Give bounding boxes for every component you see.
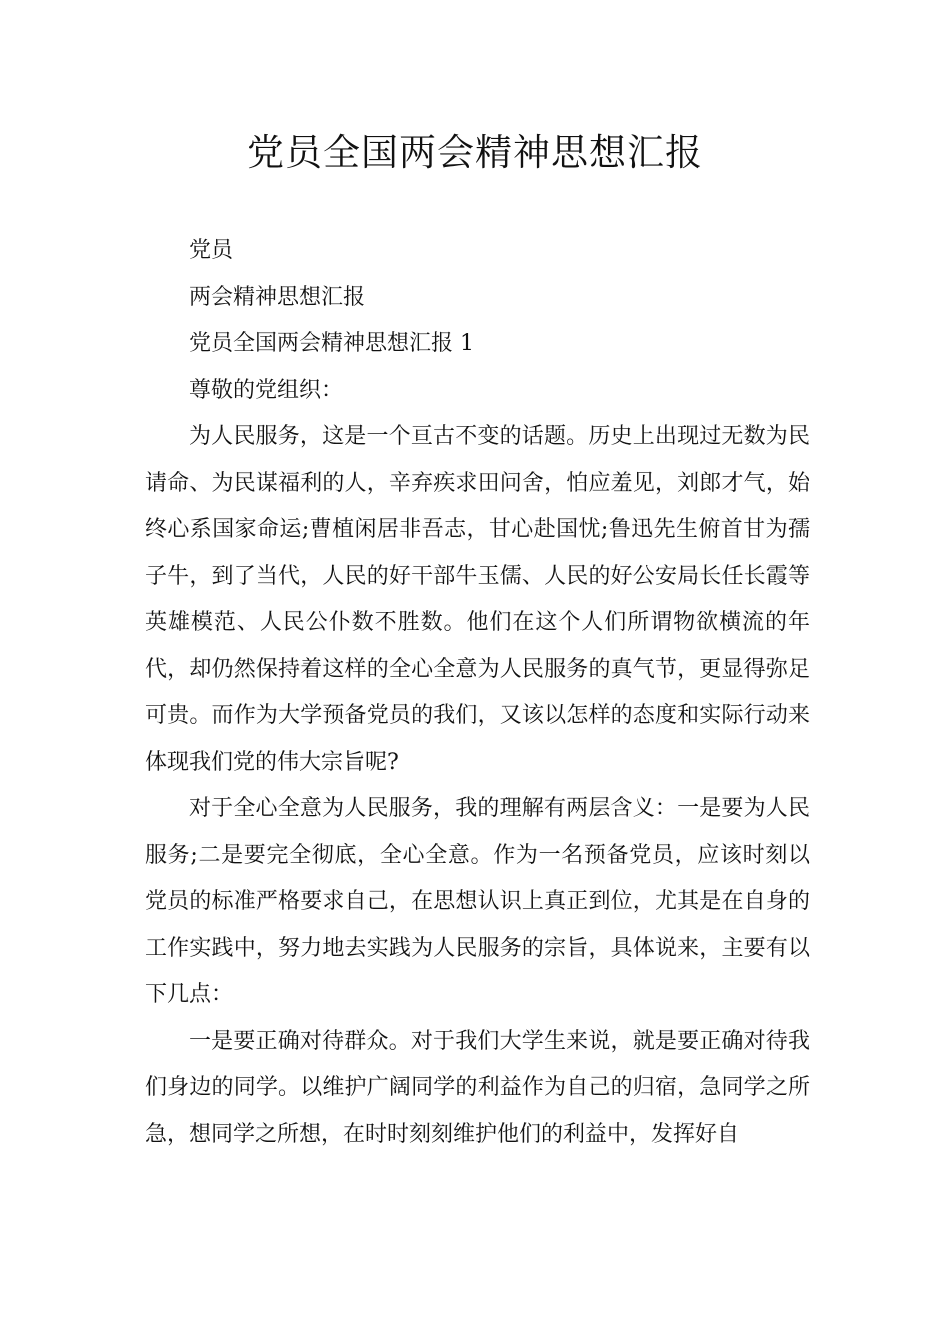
- document-title: 党员全国两会精神思想汇报: [247, 131, 703, 174]
- paragraph-body: 一是要正确对待群众。对于我们大学生来说，就是要正确对待我们身边的同学。以维护广阔同学的利益作为自己的归宿，急同学之所急，想同学之所想，在时时刻刻维护他们的利益中，发挥好自: [145, 1028, 810, 1147]
- paragraph-salutation: 尊敬的党组织：: [189, 377, 344, 403]
- paragraph-heading-report-subject: 两会精神思想汇报: [189, 284, 366, 310]
- paragraph-body: 为人民服务，这是一个亘古不变的话题。历史上出现过无数为民请命、为民谋福利的人，辛弃疾求田问舍，怕应羞见，刘郎才气，始终心系国家命运;曹植闲居非吾志，甘心赴国忧;鲁迅先生俯首甘为孺子牛，到了当代，人民的好干部牛玉儒、人民的好公安局长任长霞等英雄模范、人民公仆数不胜数。他们在这个人们所谓物欲横流的年代，却仍然保持着这样的全心全意为人民服务的真气节，更显得弥足可贵。而作为大学预备党员的我们，又该以怎样的态度和实际行动来体现我们党的伟大宗旨呢?: [145, 424, 810, 775]
- paragraph-heading-report-number: 党员全国两会精神思想汇报 1: [189, 331, 474, 356]
- paragraph-heading-party-member: 党员: [189, 238, 234, 263]
- document-body: [145, 228, 810, 1158]
- paragraph-body: 对于全心全意为人民服务，我的理解有两层含义：一是要为人民服务;二是要完全彻底，全心全意。作为一名预备党员，应该时刻以党员的标准严格要求自己，在思想认识上真正到位，尤其是在自身的工作实践中，努力地去实践为人民服务的宗旨，具体说来，主要有以下几点：: [145, 796, 810, 1007]
